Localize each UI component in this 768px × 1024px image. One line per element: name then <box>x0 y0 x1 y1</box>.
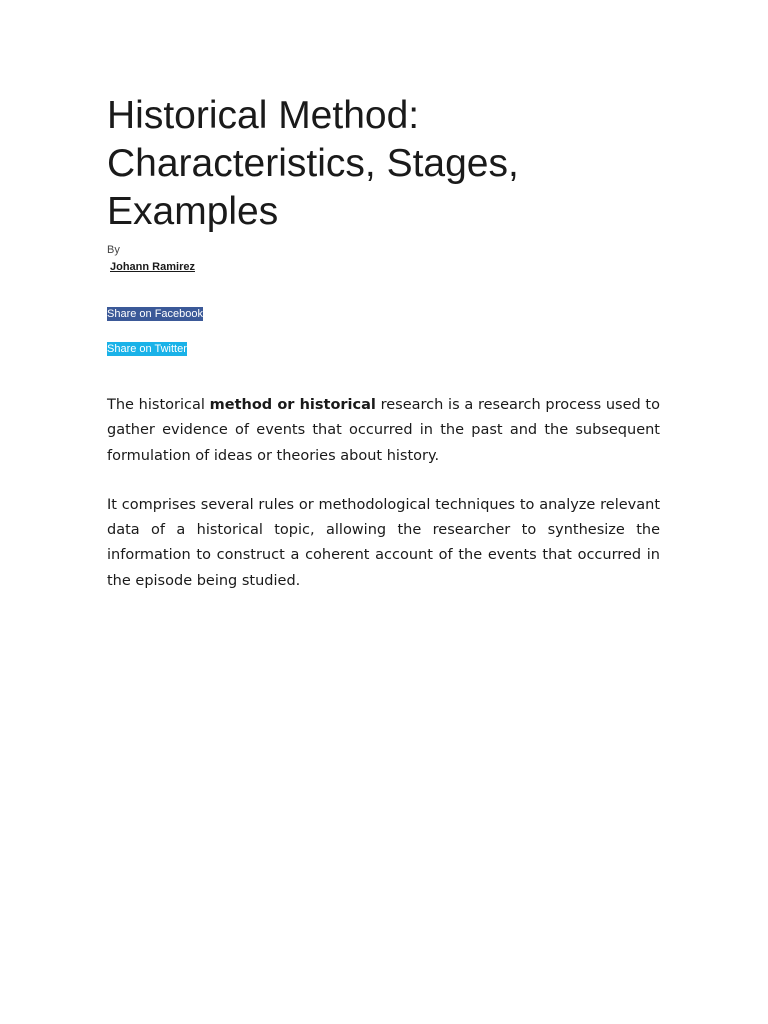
article-paragraph-2: It comprises several rules or methodological techniques to analyze relevant data of a historical topic, allowing the researcher to synthesize the information to construct a coherent account of the events that occurred in the episode being studied. <box>107 496 660 589</box>
byline-label: By <box>107 244 120 256</box>
article-paragraph-1 <box>107 393 660 469</box>
paragraph-1-text-start: The historical <box>107 397 210 413</box>
share-facebook-button[interactable]: Share on Facebook <box>107 308 204 320</box>
article <box>107 92 660 594</box>
paragraph-1-text-end: research is a research process used to gather evidence of events that occurred in the past and the subsequent formulation of ideas or theories about history. <box>107 397 660 464</box>
share-twitter-button[interactable]: Share on Twitter <box>107 343 187 355</box>
page-title: Historical Method: Characteristics, Stages, Examples <box>107 94 519 233</box>
author-link[interactable]: Johann Ramirez <box>110 261 195 273</box>
paragraph-1-bold-term: method or historical <box>209 397 376 413</box>
